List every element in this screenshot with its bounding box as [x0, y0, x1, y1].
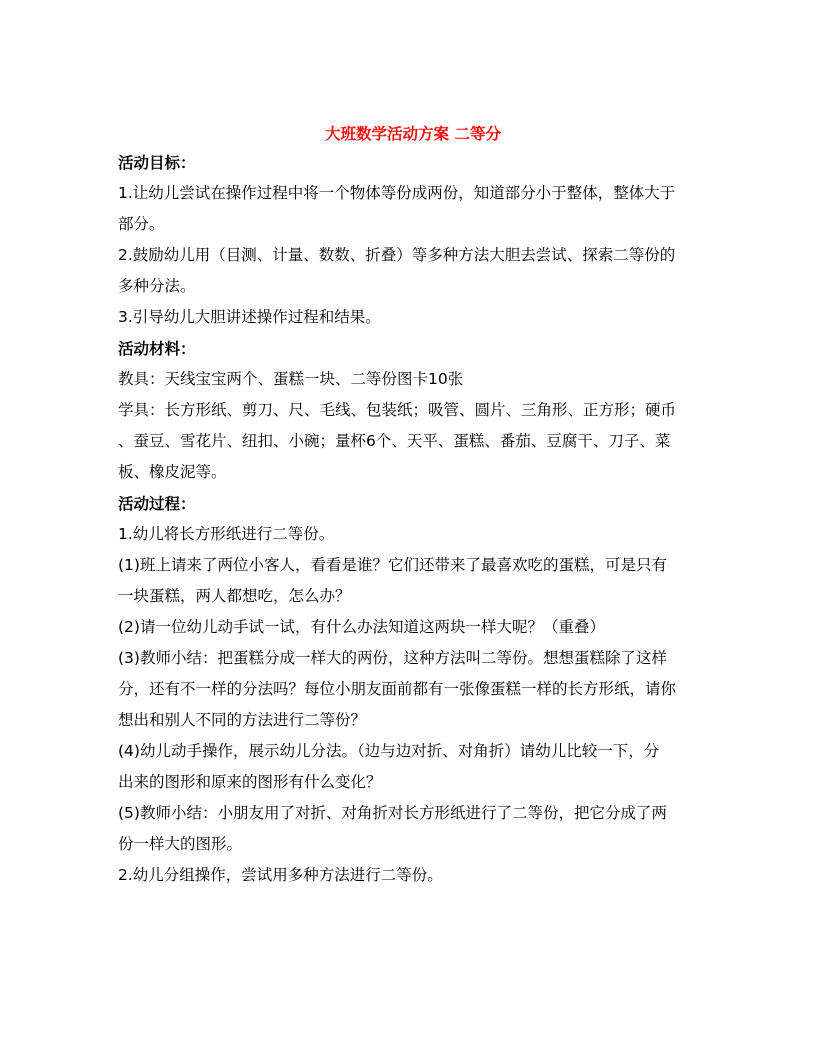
- body-line: 部分。: [118, 215, 165, 233]
- section-heading: 活动材料：: [118, 339, 196, 358]
- body-line: 、蚕豆、雪花片、纽扣、小碗；量杯6个、天平、蛋糕、番茄、豆腐干、刀子、菜: [118, 432, 671, 450]
- body-line: 3.引导幼儿大胆讲述操作过程和结果。: [118, 308, 381, 326]
- body-line: 想出和别人不同的方法进行二等份？: [118, 711, 367, 729]
- body-line: (4)幼儿动手操作，展示幼儿分法。（边与边对折、对角折）请幼儿比较一下，分: [118, 742, 660, 760]
- body-line: (2)请一位幼儿动手试一试，有什么办法知道这两块一样大呢？（重叠）: [118, 618, 605, 636]
- body-line: (1)班上请来了两位小客人，看看是谁？它们还带来了最喜欢吃的蛋糕，可是只有: [118, 556, 667, 574]
- document-body: [118, 147, 700, 891]
- body-line: 教具：天线宝宝两个、蛋糕一块、二等份图卡10张: [118, 370, 464, 388]
- body-line: 一块蛋糕，两人都想吃，怎么办？: [118, 587, 351, 605]
- body-line: 分，还有不一样的分法吗？每位小朋友面前都有一张像蛋糕一样的长方形纸，请你: [118, 680, 677, 698]
- body-line: 学具：长方形纸、剪刀、尺、毛线、包装纸；吸管、圆片、三角形、正方形；硬币: [118, 401, 677, 419]
- section-heading: 活动过程：: [118, 494, 196, 513]
- document-title: 大班数学活动方案 二等分: [325, 124, 501, 143]
- body-line: 多种分法。: [118, 277, 196, 295]
- body-line: (5)教师小结：小朋友用了对折、对角折对长方形纸进行了二等份，把它分成了两: [118, 804, 667, 822]
- body-line: 1.幼儿将长方形纸进行二等份。: [118, 525, 335, 543]
- body-line: 2.幼儿分组操作，尝试用多种方法进行二等份。: [118, 866, 443, 884]
- section-heading: 活动目标：: [118, 153, 196, 172]
- body-line: 1.让幼儿尝试在操作过程中将一个物体等份成两份，知道部分小于整体，整体大于: [118, 184, 676, 202]
- body-line: 份一样大的图形。: [118, 835, 243, 853]
- document-page: [118, 124, 700, 891]
- body-line: 板、橡皮泥等。: [118, 463, 227, 481]
- body-line: 出来的图形和原来的图形有什么变化？: [118, 773, 382, 791]
- body-line: (3)教师小结：把蛋糕分成一样大的两份，这种方法叫二等份。想想蛋糕除了这样: [118, 649, 667, 667]
- body-line: 2.鼓励幼儿用（目测、计量、数数、折叠）等多种方法大胆去尝试、探索二等份的: [118, 246, 676, 264]
